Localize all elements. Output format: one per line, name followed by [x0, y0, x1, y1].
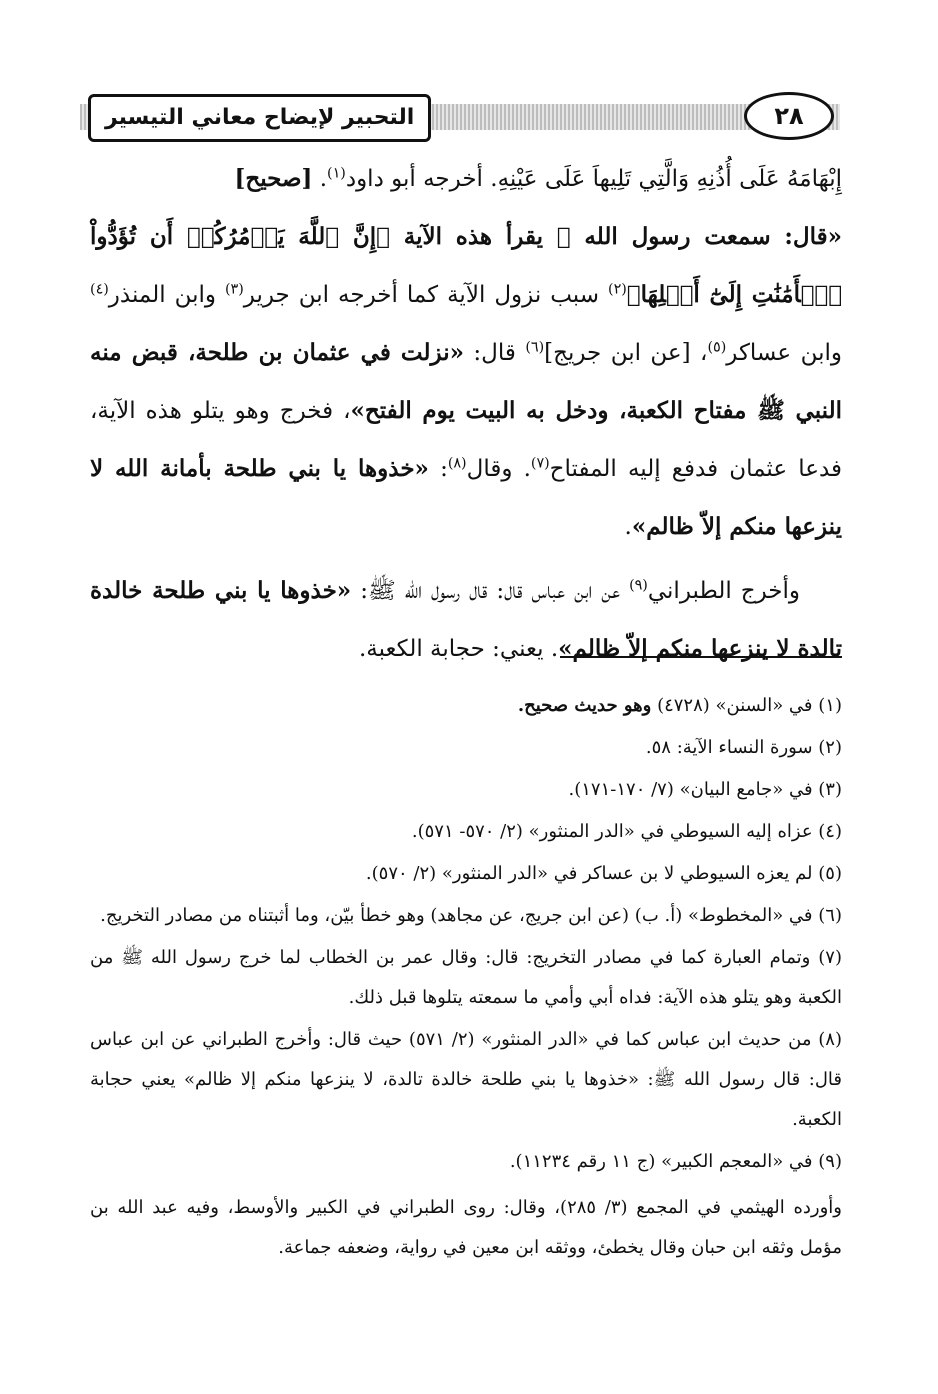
footnote-5: (٥) لم يعزه السيوطي لا بن عساكر في «الدر المنثور» (٢/ ٥٧٠).: [365, 863, 842, 884]
text: . وقال: [466, 456, 531, 482]
footnote-8: (٨) من حديث ابن عباس كما في «الدر المنثور» (٢/ ٥٧١) حيث قال: وأخرج الطبراني عن ابن عباس قال: قال رسول الله ﷺ: «خذوها يا بني طلحة خالدة تالدة، لا ينزعها منكم إلا ظالم» يعني حجابة الكعبة.: [90, 1029, 842, 1130]
text: .: [312, 166, 328, 192]
text: وأخرج الطبراني: [647, 578, 800, 604]
text: إِبْهَامَهُ عَلَى أُذُنِهِ وَالَّتِي تَلِيهاَ عَلَى عَيْنِهِ. أخرجه أبو داود: [345, 166, 842, 192]
hadith-quote: «خذوها يا بني طلحة بأمانة الله لا ينزعها منكم إلاّ ظالم»: [90, 455, 842, 540]
quran-verse: ﴿إِنَّ ٱللَّهَ يَأۡمُرُكُمۡ أَن تُؤَدُّواْ ٱلۡأَمَٰنَٰتِ إِلَىٰٓ أَهۡلِهَا﴾: [90, 223, 843, 308]
hadith-grade: وهو حديث صحيح.: [517, 695, 652, 716]
paragraph-2: [90, 208, 842, 556]
footnote-ref: (٤): [90, 281, 109, 298]
footnote-ref: (٩): [629, 577, 648, 594]
paragraph-1: [90, 150, 842, 208]
footnote-ref: (٧): [530, 455, 550, 472]
text: وابن عساكر: [726, 340, 842, 366]
text: .: [624, 514, 632, 540]
text: ، [عن ابن جريج]: [544, 340, 708, 366]
text: . يعني: حجابة الكعبة.: [358, 636, 559, 662]
text: «قال: سمعت رسول الله ﷺ يقرأ هذه الآية: [389, 223, 842, 250]
footnote-ref: (٥): [707, 339, 727, 356]
footnote-ref: (٣): [224, 281, 244, 298]
footnote-ref: (٦): [525, 339, 545, 356]
text: قال:: [464, 340, 526, 366]
hadith-quote: «خذوها يا بني طلحة خالدة تالدة لا ينزعها منكم إلاّ ظالم»: [90, 577, 842, 662]
text: (١) في «السنن» (٤٧٢٨): [651, 695, 842, 716]
footnote-1: [90, 686, 842, 726]
text: عن ابن عباس قال: قال رسول الله ﷺ:: [351, 578, 630, 604]
footnote-note: وأورده الهيثمي في المجمع (٣/ ٢٨٥)، وقال: روى الطبراني في الكبير والأوسط، وفيه عبد الله بن مؤمل وثقه ابن حبان وقال يخطئ، ووثقه ابن معين في رواية، وضعفه جماعة.: [90, 1197, 842, 1258]
text: :: [428, 456, 448, 482]
footnotes: [90, 686, 842, 1270]
footnote-3: (٣) في «جامع البيان» (٧/ ١٧٠-١٧١).: [568, 779, 842, 800]
footnote-9: (٩) في «المعجم الكبير» (ج ١١ رقم ١١٢٣٤).: [509, 1151, 842, 1172]
footnote-ref: (٨): [447, 455, 467, 472]
footnote-2: (٢) سورة النساء الآية: ٥٨.: [645, 737, 842, 758]
hadith-grade: [صحيح]: [234, 165, 313, 192]
hadith-quote: «نزلت في عثمان بن طلحة، قبض منه النبي ﷺ مفتاح الكعبة، ودخل به البيت يوم الفتح»: [90, 339, 842, 424]
paragraph-3: [90, 562, 842, 678]
book-title: التحبير لإيضاح معاني التيسير: [88, 94, 431, 142]
page-number: ٢٨: [744, 92, 834, 140]
text: وابن المنذر: [108, 282, 225, 308]
text: سبب نزول الآية كما أخرجه ابن جرير: [243, 282, 609, 308]
footnote-6: (٦) في «المخطوط» (أ. ب) (عن ابن جريج، عن مجاهد) وهو خطأ بيّن، وما أثبتناه من مصادر التخريج.: [100, 905, 842, 926]
footnote-ref: (١): [327, 165, 346, 182]
page-header: [80, 92, 840, 150]
main-text: [90, 150, 842, 678]
footnote-4: (٤) عزاه إليه السيوطي في «الدر المنثور» (٢/ ٥٧٠- ٥٧١).: [411, 821, 842, 842]
footnote-ref: (٢): [608, 281, 627, 298]
text: ، فخرج وهو يتلو هذه الآية، فدعا عثمان فدفع إليه المفتاح: [90, 398, 843, 482]
footnote-7: (٧) وتمام العبارة كما في مصادر التخريج: قال: وقال عمر بن الخطاب لما خرج رسول الله ﷺ من الكعبة وهو يتلو هذه الآية: فداه أبي وأمي ما سمعته يتلوها قبل ذلك.: [90, 947, 842, 1008]
footnote-divider: [560, 656, 842, 658]
